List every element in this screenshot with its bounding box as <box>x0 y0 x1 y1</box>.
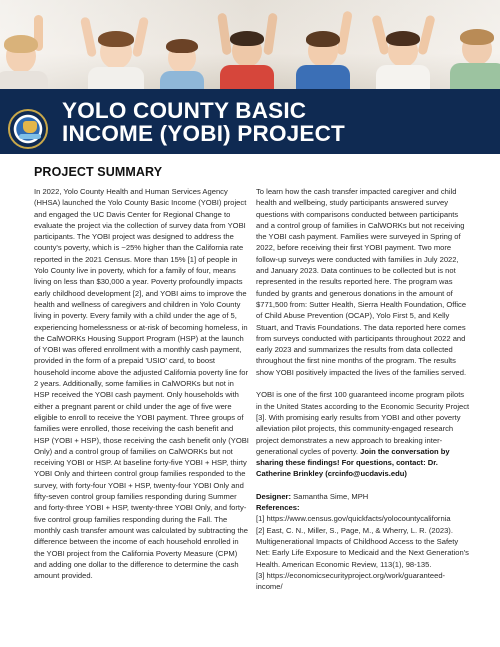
title-line-1: YOLO COUNTY BASIC <box>62 98 307 123</box>
child-figure <box>372 11 434 89</box>
reference-item: [2] East, C. N., Miller, S., Page, M., & Wherry, L. R. (2023). Multigenerational Impacts of Childhood Access to the Safety Net: Early Life Exposure to Medicaid and the Next Generation's Health. American Economic Review, 113(1), 98-135. <box>256 525 469 569</box>
child-figure <box>292 11 354 89</box>
credits-block <box>256 491 470 593</box>
child-figure <box>448 11 500 89</box>
section-heading: PROJECT SUMMARY <box>34 165 163 179</box>
page-title <box>62 99 345 145</box>
findings-paragraph: To learn how the cash transfer impacted caregiver and child health and wellbeing, study participants answered survey questions with comparisons conducted between participants and a control group of families in CalWORKs but not receiving the YOBI cash payment. Families were surveyed in Spring of 2022, before receiving their first YOBI payment. Two more follow-up surveys were conducted with families in July 2022, and January 2023. Data continues to be collected but is not represented in the results reported here. The program was funded by grants and generous donations in the amount of $771,500 from: Sutter Health, Sierra Health Foundation, Office of Child Abuse Prevention (OCAP), Yolo First 5, and Kelly Stuart, and Travis Foundations. The data reported here comes from surveys conducted with participants throughout 2022 and early 2023 and summarizes the results from data collected throughout the first nine months of the program. The results show YOBI positively impacted the lives of the families served. <box>256 187 467 377</box>
contact-callout: Join the conversation by sharing these findings! For questions, contact: Dr. Catherine Brinkley (crcinfo@ucdavis.edu) <box>256 446 450 479</box>
left-column <box>34 186 249 581</box>
child-figure <box>214 11 280 89</box>
child-figure <box>80 13 150 89</box>
reference-item: [3] https://economicsecurityproject.org/work/guaranteed-income/ <box>256 570 446 592</box>
child-figure <box>0 15 54 89</box>
title-line-2: INCOME (YOBI) PROJECT <box>62 121 345 146</box>
designer-name: Samantha Sime, MPH <box>293 491 369 501</box>
references-heading: References: <box>256 503 300 513</box>
designer-label: Designer: <box>256 491 292 501</box>
county-seal-icon <box>8 109 48 149</box>
closing-text: YOBI is one of the first 100 guaranteed income program pilots in the United States according to the Economic Security Project [3]. With promising early results from YOBI and other poverty alleviation pilot projects, this community-engaged research project demonstrates a new approach to breaking inter-generational cycles of poverty. <box>256 390 470 456</box>
reference-item: [1] https://www.census.gov/quickfacts/yolocountycalifornia <box>256 514 451 524</box>
right-column <box>256 186 470 592</box>
summary-paragraph: In 2022, Yolo County Health and Human Services Agency (HHSA) launched the Yolo County Basic Income (YOBI) project and engaged the UC Davis Center for Regional Change to evaluate the project via the collection of survey data from YOBI participants. The YOBI project was designed to address the county's poverty, which is ~25% higher than the California rate reported in the 2021 Census. More than 15% [1] of people in Yolo County live in poverty, which for a family of four, means living on less than $30,000 a year. Poverty profoundly impacts early childhood development [2], and YOBI aims to improve the health and wellness of caregivers and children in Yolo County living in poverty. Every family with a child under the age of 5, experiencing homelessness or at-risk of becoming homeless, in the CalWORKs Housing Support Program (HSP) at the launch of YOBI was offered enrollment with a monthly cash payment, provided in the form of a prepaid 'USIO' card, to boost household income above the adjusted California poverty line for 2 years. Additionally, some families in CalWORKs but not in HSP received the YOBI cash payment. Only households with either a pregnant parent or child under the age of five were eligible to enroll to receive the YOBI payment. Three groups of families were enrolled, those receiving the cash benefit and HSP (YOBI + HSP), those receiving the cash benefit only (YOBI Only) and a control group of families on CalWORKs but not receiving YOBI or HSP. At baseline forty-five YOBI + HSP, thirty YOBI Only and thirteen control group families responded to the survey, with forty-four YOBI + HSP, twenty-four YOBI Only and fifty-seven control group families responding during Summer and forty-three YOBI + HSP, twenty-three YOBI Only, and forty-five control group families responding during the Fall. The monthly cash transfer amount was calculated by subtracting the difference between the income of each household enrolled in the YOBI project from the California Poverty Measure (CPM) and adding one dollar to the difference to determine the cash amount provided. <box>34 187 249 581</box>
closing-paragraph <box>256 389 470 479</box>
child-figure <box>158 25 206 89</box>
header-photo <box>0 0 500 89</box>
designer-line <box>256 491 470 502</box>
